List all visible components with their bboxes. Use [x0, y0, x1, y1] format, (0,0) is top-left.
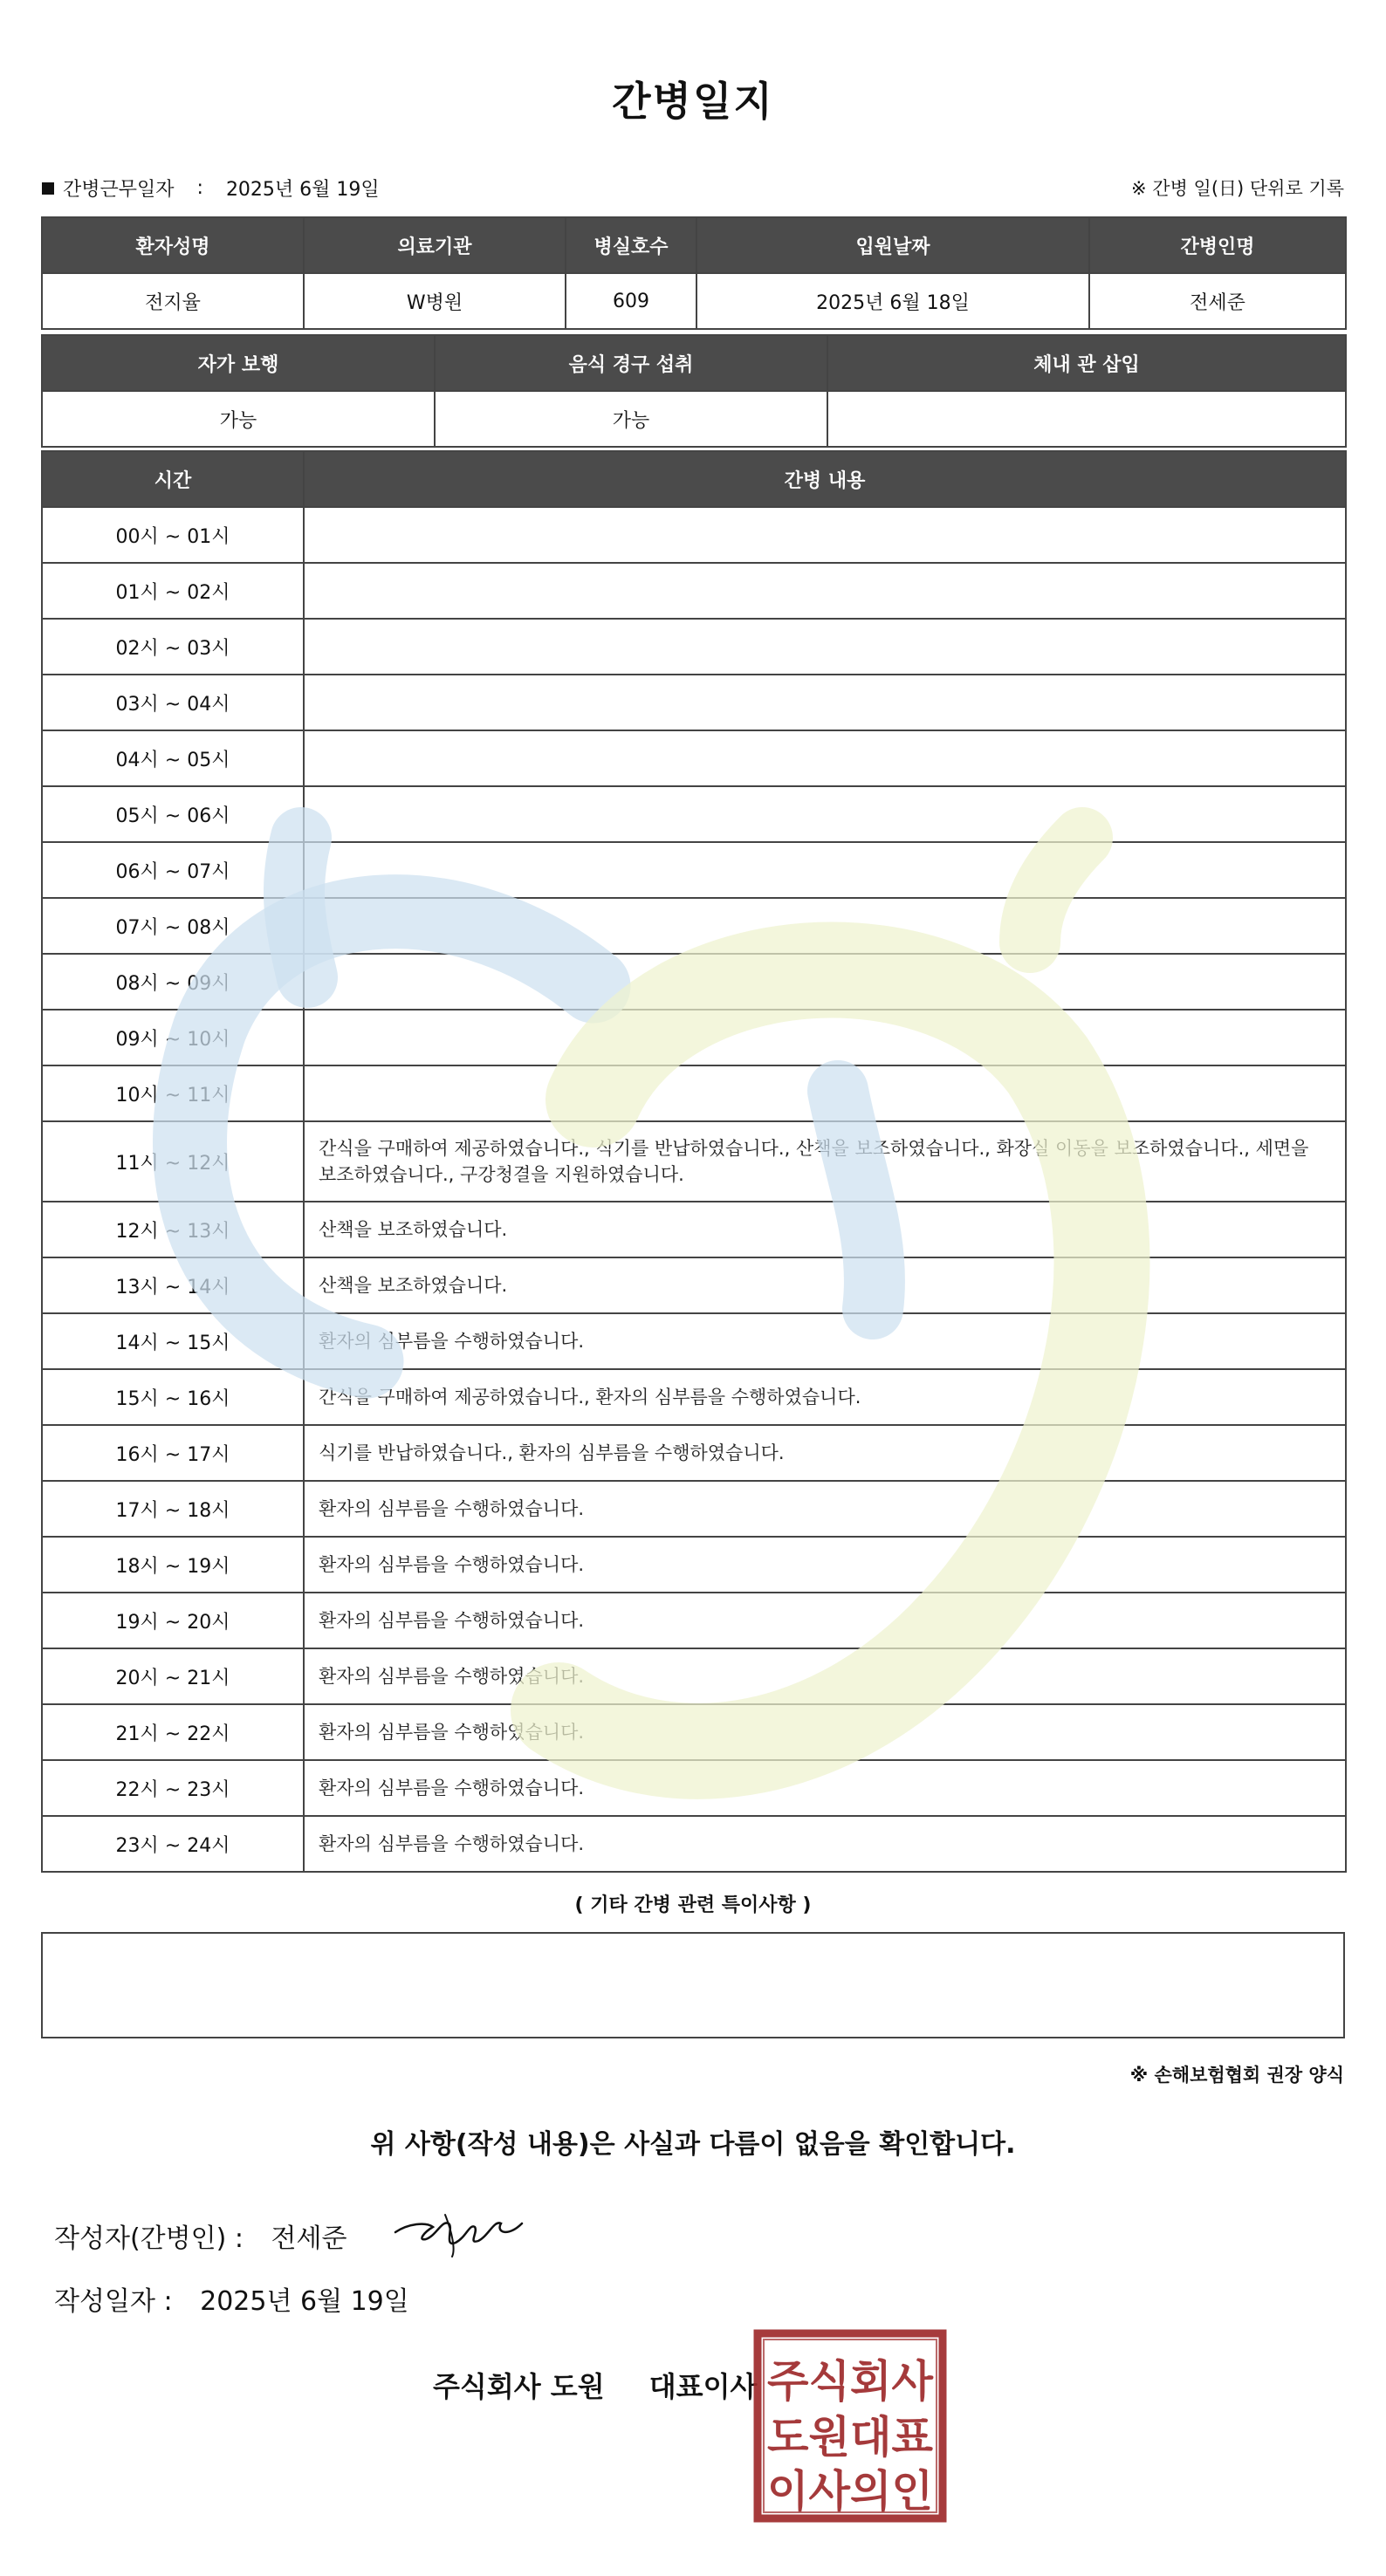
care-note: 환자의 심부름을 수행하였습니다.	[304, 1481, 1346, 1537]
time-slot: 06시 ~ 07시	[42, 842, 304, 898]
time-slot: 21시 ~ 22시	[42, 1704, 304, 1760]
table-row	[42, 1065, 1346, 1121]
time-slot: 20시 ~ 21시	[42, 1648, 304, 1704]
table-row	[42, 1593, 1346, 1648]
company-seal-stamp	[752, 2328, 948, 2524]
care-note	[304, 730, 1346, 786]
walking-status: 가능	[42, 391, 435, 447]
care-note	[304, 842, 1346, 898]
header-caregiver: 간병인명	[1089, 217, 1346, 273]
remarks-box	[41, 1932, 1345, 2038]
table-row	[42, 786, 1346, 842]
time-slot: 03시 ~ 04시	[42, 675, 304, 730]
bullet-square-icon	[42, 182, 54, 195]
care-note	[304, 1010, 1346, 1065]
writer-name: 전세준	[271, 2223, 347, 2254]
care-note: 환자의 심부름을 수행하였습니다.	[304, 1593, 1346, 1648]
work-date-label: 간병근무일자	[63, 179, 175, 201]
header-patient-name: 환자성명	[42, 217, 304, 273]
time-slot: 13시 ~ 14시	[42, 1257, 304, 1313]
confirmation-statement: 위 사항(작성 내용)은 사실과 다름이 없음을 확인합니다.	[370, 2129, 1016, 2160]
table-row	[42, 1313, 1346, 1369]
header-admission-date: 입원날짜	[696, 217, 1089, 273]
time-slot: 11시 ~ 12시	[42, 1121, 304, 1202]
time-slot: 18시 ~ 19시	[42, 1537, 304, 1593]
status-row	[42, 391, 1346, 447]
time-slot: 19시 ~ 20시	[42, 1593, 304, 1648]
svg-text:주식회사: 주식회사	[767, 2356, 934, 2407]
table-row	[42, 1121, 1346, 1202]
room-number: 609	[566, 273, 696, 329]
time-slot: 00시 ~ 01시	[42, 507, 304, 563]
company-name: 주식회사 도원	[433, 2370, 605, 2403]
care-note	[304, 507, 1346, 563]
table-row	[42, 619, 1346, 675]
page-title: 간병일지	[612, 78, 774, 125]
admission-date: 2025년 6월 18일	[696, 273, 1089, 329]
care-note: 환자의 심부름을 수행하였습니다.	[304, 1313, 1346, 1369]
table-row	[42, 1760, 1346, 1816]
table-row	[42, 730, 1346, 786]
time-slot: 22시 ~ 23시	[42, 1760, 304, 1816]
table-row	[42, 898, 1346, 954]
company-line	[433, 2365, 757, 2405]
table-row	[42, 1257, 1346, 1313]
care-note: 환자의 심부름을 수행하였습니다.	[304, 1704, 1346, 1760]
care-note	[304, 954, 1346, 1010]
care-note: 환자의 심부름을 수행하였습니다.	[304, 1537, 1346, 1593]
care-note	[304, 1065, 1346, 1121]
care-note: 환자의 심부름을 수행하였습니다.	[304, 1816, 1346, 1872]
table-row	[42, 563, 1346, 619]
table-row	[42, 1010, 1346, 1065]
table-row	[42, 842, 1346, 898]
write-date-label: 작성일자 :	[54, 2286, 173, 2317]
header-time: 시간	[42, 451, 304, 507]
write-date-value: 2025년 6월 19일	[200, 2286, 409, 2317]
form-footnote: ※ 손해보험협회 권장 양식	[1129, 2065, 1344, 2086]
svg-text:이사의인: 이사의인	[767, 2466, 933, 2517]
table-row	[42, 675, 1346, 730]
table-row	[42, 954, 1346, 1010]
oral-intake-status: 가능	[435, 391, 827, 447]
table-row	[42, 1481, 1346, 1537]
header-tube: 체내 관 삽입	[827, 335, 1346, 391]
time-slot: 02시 ~ 03시	[42, 619, 304, 675]
care-note: 간식을 구매하여 제공하였습니다., 식기를 반납하였습니다., 산책을 보조하였습니다., 화장실 이동을 보조하였습니다., 세면을 보조하였습니다., 구강청결을 지원하였습니다.	[304, 1121, 1346, 1202]
time-slot: 12시 ~ 13시	[42, 1202, 304, 1257]
table-row	[42, 1704, 1346, 1760]
write-date-line	[54, 2279, 409, 2318]
status-header-row	[42, 335, 1346, 391]
header-hospital: 의료기관	[304, 217, 566, 273]
header-care-content: 간병 내용	[304, 451, 1346, 507]
remarks-title: ( 기타 간병 관련 특이사항 )	[574, 1894, 812, 1916]
patient-info-table	[41, 216, 1347, 330]
patient-name: 전지율	[42, 273, 304, 329]
writer-line	[54, 2216, 346, 2255]
table-row	[42, 507, 1346, 563]
unit-note: ※ 간병 일(日) 단위로 기록	[1131, 178, 1344, 199]
care-note: 산책을 보조하였습니다.	[304, 1257, 1346, 1313]
care-note: 간식을 구매하여 제공하였습니다., 환자의 심부름을 수행하였습니다.	[304, 1369, 1346, 1425]
time-slot: 15시 ~ 16시	[42, 1369, 304, 1425]
patient-info-header-row	[42, 217, 1346, 273]
care-note: 산책을 보조하였습니다.	[304, 1202, 1346, 1257]
writer-label: 작성자(간병인) :	[54, 2223, 244, 2254]
time-slot: 08시 ~ 09시	[42, 954, 304, 1010]
time-slot: 10시 ~ 11시	[42, 1065, 304, 1121]
table-row	[42, 1425, 1346, 1481]
care-log-table	[41, 450, 1347, 1873]
table-row	[42, 1816, 1346, 1872]
care-note: 식기를 반납하였습니다., 환자의 심부름을 수행하였습니다.	[304, 1425, 1346, 1481]
svg-text:도원대표: 도원대표	[767, 2412, 934, 2463]
time-slot: 09시 ~ 10시	[42, 1010, 304, 1065]
patient-info-row	[42, 273, 1346, 329]
care-note: 환자의 심부름을 수행하였습니다.	[304, 1648, 1346, 1704]
ceo-title: 대표이사	[648, 2370, 758, 2403]
time-slot: 23시 ~ 24시	[42, 1816, 304, 1872]
care-note: 환자의 심부름을 수행하였습니다.	[304, 1760, 1346, 1816]
tube-status	[827, 391, 1346, 447]
signature-icon	[391, 2197, 539, 2258]
care-note	[304, 786, 1346, 842]
header-room: 병실호수	[566, 217, 696, 273]
care-note	[304, 563, 1346, 619]
hospital: W병원	[304, 273, 566, 329]
header-oral-intake: 음식 경구 섭취	[435, 335, 827, 391]
patient-status-table	[41, 334, 1347, 448]
table-row	[42, 1369, 1346, 1425]
time-slot: 17시 ~ 18시	[42, 1481, 304, 1537]
work-date-separator: :	[196, 177, 203, 199]
work-date	[42, 175, 380, 202]
table-row	[42, 1202, 1346, 1257]
table-row	[42, 1648, 1346, 1704]
work-date-value: 2025년 6월 19일	[225, 179, 380, 201]
time-slot: 07시 ~ 08시	[42, 898, 304, 954]
time-slot: 14시 ~ 15시	[42, 1313, 304, 1369]
table-row	[42, 1537, 1346, 1593]
time-slot: 01시 ~ 02시	[42, 563, 304, 619]
header-walking: 자가 보행	[42, 335, 435, 391]
care-note	[304, 898, 1346, 954]
time-slot: 04시 ~ 05시	[42, 730, 304, 786]
care-note	[304, 619, 1346, 675]
caregiver-name: 전세준	[1089, 273, 1346, 329]
time-slot: 05시 ~ 06시	[42, 786, 304, 842]
time-slot: 16시 ~ 17시	[42, 1425, 304, 1481]
care-log-header-row	[42, 451, 1346, 507]
care-note	[304, 675, 1346, 730]
